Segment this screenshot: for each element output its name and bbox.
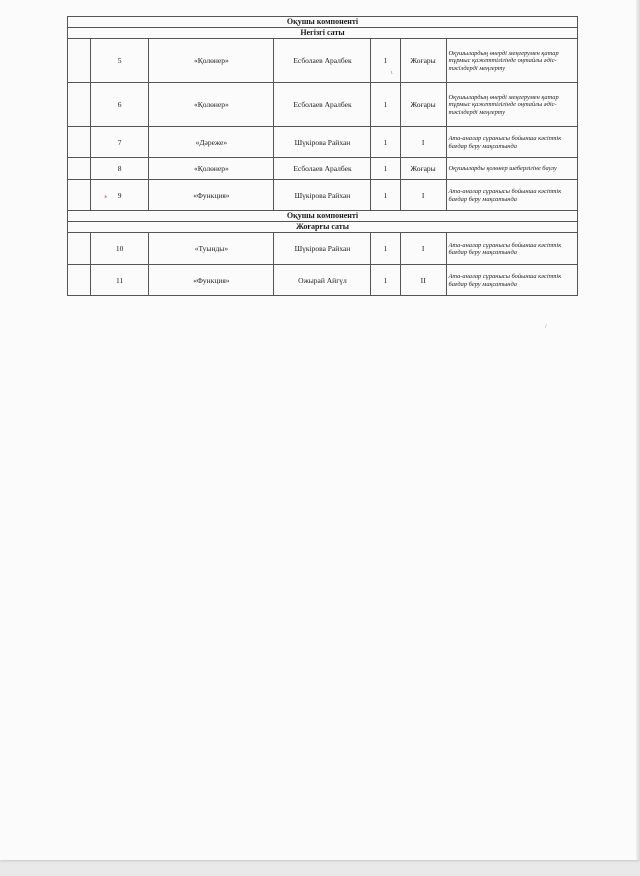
hours: 1 (371, 180, 400, 211)
level: I (400, 180, 446, 211)
row-number: 5 (90, 39, 148, 83)
teacher-name: Есболаев Аралбек (274, 39, 371, 83)
course-name: «Қолөнер» (149, 158, 274, 180)
table-row (68, 233, 578, 265)
level: I (400, 127, 446, 158)
level: II (400, 265, 446, 296)
section-header-row (68, 211, 578, 222)
blank-cell (68, 233, 91, 265)
table-row (68, 180, 578, 211)
elective-courses-table (67, 16, 578, 296)
course-name: «Қолөнер» (149, 83, 274, 127)
course-name: «Туынды» (149, 233, 274, 265)
course-purpose: Ата-аналар сұранысы бойынша кәсіптік бағдар беру мақсатында (446, 180, 577, 211)
blank-cell (68, 158, 91, 180)
level: Жоғары (400, 83, 446, 127)
row-number: 9 (90, 180, 148, 211)
red-pen-mark: * (104, 194, 108, 202)
row-number: 11 (90, 265, 148, 296)
teacher-name: Шүкірова Райхан (274, 127, 371, 158)
teacher-name: Ожырай Айгүл (274, 265, 371, 296)
course-purpose: Оқушыларды қолөнер шеберлігіне баулу (446, 158, 577, 180)
course-purpose: Оқушылардың өнерді меңгерумен қатар тұрмыс қажеттілігінде оңтайлы әдіс-тәсілдерді меңгерту (446, 83, 577, 127)
scan-edge-shadow (636, 0, 640, 860)
row-number: 7 (90, 127, 148, 158)
blank-cell (68, 265, 91, 296)
blank-cell (68, 39, 91, 83)
table-row (68, 83, 578, 127)
hours: 1 (371, 158, 400, 180)
section-title: Оқушы компоненті (68, 211, 578, 222)
blank-cell (68, 127, 91, 158)
row-number: 8 (90, 158, 148, 180)
teacher-name: Есболаев Аралбек (274, 158, 371, 180)
table-row (68, 39, 578, 83)
row-number: 6 (90, 83, 148, 127)
hours: 1 (371, 233, 400, 265)
course-purpose: Ата-аналар сұранысы бойынша кәсіптік бағдар беру мақсатында (446, 127, 577, 158)
level: Жоғары (400, 39, 446, 83)
course-name: «Қолөнер» (149, 39, 274, 83)
section-subtitle: Жоғарғы саты (68, 222, 578, 233)
level: I (400, 233, 446, 265)
section-header-row (68, 28, 578, 39)
table-row (68, 158, 578, 180)
section-header-row (68, 17, 578, 28)
section-subtitle: Негізгі саты (68, 28, 578, 39)
course-name: «Функция» (149, 180, 274, 211)
teacher-name: Есболаев Аралбек (274, 83, 371, 127)
hours: 1 (371, 83, 400, 127)
hours: 1 (371, 39, 400, 83)
blank-cell (68, 180, 91, 211)
section-title: Оқушы компоненті (68, 17, 578, 28)
course-purpose: Оқушылардың өнерді меңгерумен қатар тұрмыс қажеттілігінде оңтайлы әдіс-тәсілдерді меңгерту (446, 39, 577, 83)
hours: 1 (371, 265, 400, 296)
row-number: 10 (90, 233, 148, 265)
pen-tick-mark: ι (391, 70, 393, 76)
course-purpose: Ата-аналар сұранысы бойынша кәсіптік бағдар беру мақсатында (446, 265, 577, 296)
level: Жоғары (400, 158, 446, 180)
section-header-row (68, 222, 578, 233)
course-name: «Функция» (149, 265, 274, 296)
course-purpose: Ата-аналар сұранысы бойынша кәсіптік бағдар беру мақсатында (446, 233, 577, 265)
hours: 1 (371, 127, 400, 158)
teacher-name: Шүкірова Райхан (274, 180, 371, 211)
blank-cell (68, 83, 91, 127)
pen-tick-mark: / (545, 324, 547, 330)
teacher-name: Шүкірова Райхан (274, 233, 371, 265)
table-row (68, 127, 578, 158)
table-row (68, 265, 578, 296)
course-name: «Дәреже» (149, 127, 274, 158)
